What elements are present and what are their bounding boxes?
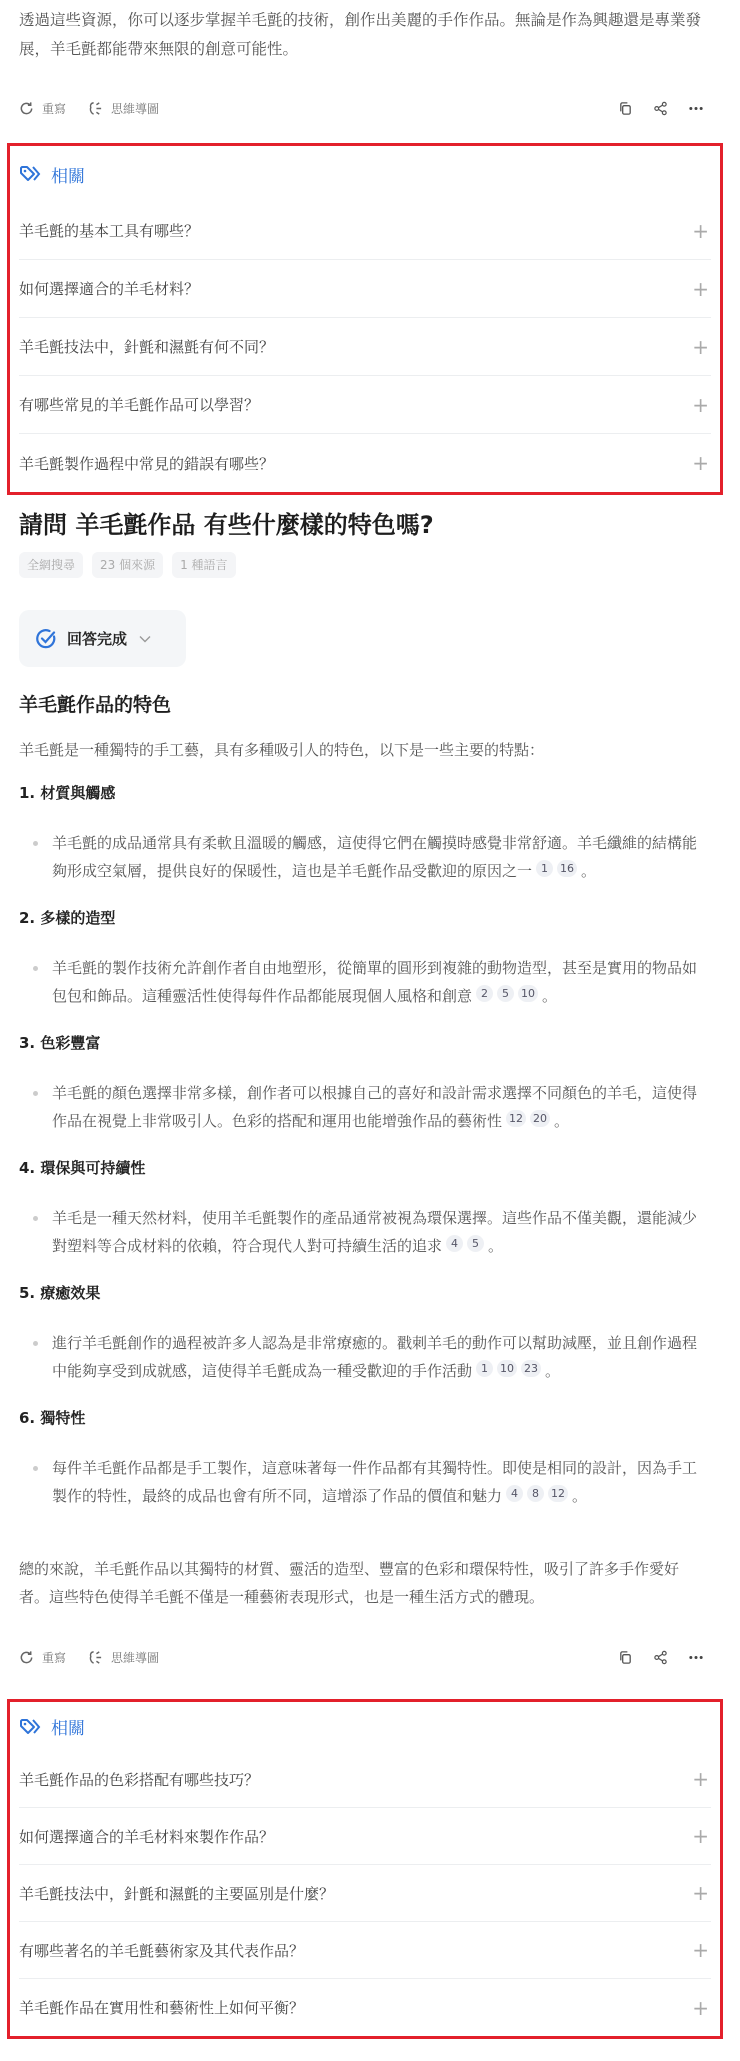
related-questions-panel-1 xyxy=(7,143,723,495)
related-item-label: 有哪些著名的羊毛氈藝術家及其代表作品？ xyxy=(19,1941,305,1960)
tag-web-search[interactable]: 全網搜尋 xyxy=(19,552,83,578)
section-bullet xyxy=(52,1329,704,1385)
citation-badge[interactable]: 10 xyxy=(518,985,538,1002)
tag-icon xyxy=(19,165,41,183)
bullet-text: 羊毛氈的成品通常具有柔軟且溫暖的觸感，這使得它們在觸摸時感覺非常舒適。羊毛纖維的結構能夠形成空氣層，提供良好的保暖性，這也是羊毛氈作品受歡迎的原因之一 xyxy=(52,834,698,880)
section-heading: 2. 多樣的造型 xyxy=(19,909,116,927)
check-circle-icon xyxy=(35,628,57,650)
related-title: 相關 xyxy=(51,1719,85,1739)
related-item[interactable] xyxy=(19,1865,711,1922)
related-item[interactable] xyxy=(19,1751,711,1808)
period: 。 xyxy=(542,987,558,1005)
copy-button[interactable] xyxy=(618,101,633,116)
citation-badge[interactable]: 4 xyxy=(446,1235,463,1252)
related-item[interactable] xyxy=(19,1979,711,2036)
period: 。 xyxy=(572,1487,588,1505)
citation-badge[interactable]: 12 xyxy=(548,1485,568,1502)
related-item[interactable] xyxy=(19,434,711,492)
more-icon xyxy=(688,101,704,116)
refresh-icon xyxy=(19,1650,34,1665)
refresh-icon xyxy=(19,101,34,116)
related-item-label: 如何選擇適合的羊毛材料來製作作品？ xyxy=(19,1827,275,1846)
bullet-text: 羊毛氈的顏色選擇非常多樣，創作者可以根據自己的喜好和設計需求選擇不同顏色的羊毛，這使得作品在視覺上非常吸引人。色彩的搭配和運用也能增強作品的藝術性 xyxy=(52,1084,698,1130)
related-item-label: 羊毛氈作品在實用性和藝術性上如何平衡？ xyxy=(19,1999,305,2017)
answer-lead: 羊毛氈是一種獨特的手工藝，具有多種吸引人的特色，以下是一些主要的特點： xyxy=(19,741,545,759)
status-label: 回答完成 xyxy=(67,630,128,648)
plus-icon[interactable]: + xyxy=(692,276,709,301)
related-header xyxy=(10,1702,720,1751)
plus-icon[interactable]: + xyxy=(692,1938,709,1962)
action-bar-2 xyxy=(0,1641,740,1673)
mindmap-button[interactable] xyxy=(88,1649,159,1666)
plus-icon[interactable]: + xyxy=(692,451,709,475)
related-item[interactable] xyxy=(19,202,711,260)
more-button[interactable] xyxy=(688,1650,704,1665)
citation-badge[interactable]: 8 xyxy=(527,1485,544,1502)
related-item-label: 羊毛氈技法中，針氈和濕氈有何不同？ xyxy=(19,338,275,356)
plus-icon[interactable]: + xyxy=(692,392,709,417)
share-button[interactable] xyxy=(653,101,668,116)
section-bullet xyxy=(52,1079,704,1135)
tag-languages[interactable]: 1 種語言 xyxy=(172,552,235,578)
answer-sections xyxy=(0,779,740,1510)
citation-badge[interactable]: 5 xyxy=(467,1235,484,1252)
related-title: 相關 xyxy=(51,166,85,187)
bullet-text: 進行羊毛氈創作的過程被許多人認為是非常療癒的。戳刺羊毛的動作可以幫助減壓，並且創作過程中能夠享受到成就感，這使得羊毛氈成為一種受歡迎的手作活動 xyxy=(52,1334,698,1380)
mindmap-icon xyxy=(88,101,103,116)
mindmap-label: 思維導圖 xyxy=(111,1650,160,1665)
citation-badge[interactable]: 1 xyxy=(476,1360,493,1377)
more-icon xyxy=(688,1650,704,1665)
plus-icon[interactable]: + xyxy=(692,1824,709,1848)
mindmap-icon xyxy=(88,1650,103,1665)
related-item[interactable] xyxy=(19,1922,711,1979)
source-tags xyxy=(19,552,740,578)
related-item[interactable] xyxy=(19,260,711,318)
citation-badge[interactable]: 23 xyxy=(521,1360,541,1377)
bullet-text: 每件羊毛氈作品都是手工製作，這意味著每一件作品都有其獨特性。即使是相同的設計，因為手工製作的特性，最終的成品也會有所不同，這增添了作品的價值和魅力 xyxy=(52,1459,698,1505)
citation-badge[interactable]: 1 xyxy=(536,860,553,877)
period: 。 xyxy=(554,1112,570,1130)
plus-icon[interactable]: + xyxy=(692,1881,709,1905)
chevron-down-icon xyxy=(139,635,151,643)
rewrite-label: 重寫 xyxy=(42,1650,67,1665)
rewrite-button[interactable] xyxy=(19,100,66,117)
section-bullet xyxy=(52,829,704,885)
section-bullet xyxy=(52,954,704,1010)
more-button[interactable] xyxy=(688,101,704,116)
section-heading: 5. 療癒效果 xyxy=(19,1284,101,1302)
related-item-label: 有哪些常見的羊毛氈作品可以學習？ xyxy=(19,396,260,414)
section-heading: 3. 色彩豐富 xyxy=(19,1034,101,1052)
tag-sources[interactable]: 23 個來源 xyxy=(92,552,163,578)
citation-badge[interactable]: 2 xyxy=(476,985,493,1002)
tag-icon xyxy=(19,1718,41,1736)
related-item[interactable] xyxy=(19,1808,711,1865)
answer-status-toggle[interactable] xyxy=(19,610,186,667)
plus-icon[interactable]: + xyxy=(692,334,709,359)
share-button[interactable] xyxy=(653,1650,668,1665)
citation-badge[interactable]: 12 xyxy=(506,1110,526,1127)
copy-icon xyxy=(618,1650,633,1665)
share-icon xyxy=(653,1650,668,1665)
mindmap-button[interactable] xyxy=(88,100,159,117)
copy-button[interactable] xyxy=(618,1650,633,1665)
period: 。 xyxy=(581,862,597,880)
period: 。 xyxy=(488,1237,504,1255)
bullet-text: 羊毛氈的製作技術允許創作者自由地塑形，從簡單的圓形到複雜的動物造型，甚至是實用的物品如包包和飾品。這種靈活性使得每件作品都能展現個人風格和創意 xyxy=(52,959,698,1005)
question-title: 請問 羊毛氈作品 有些什麼樣的特色嗎? xyxy=(19,511,434,539)
share-icon xyxy=(653,101,668,116)
citation-badge[interactable]: 4 xyxy=(506,1485,523,1502)
action-bar-1 xyxy=(0,92,740,124)
rewrite-label: 重寫 xyxy=(42,101,67,116)
answer-heading: 羊毛氈作品的特色 xyxy=(19,694,172,716)
plus-icon[interactable]: + xyxy=(692,1995,709,2020)
mindmap-label: 思維導圖 xyxy=(111,101,160,116)
plus-icon[interactable]: + xyxy=(692,1767,709,1791)
citation-badge[interactable]: 5 xyxy=(497,985,514,1002)
related-item-label: 羊毛氈技法中，針氈和濕氈的主要區別是什麼？ xyxy=(19,1884,335,1903)
section-heading: 4. 環保與可持續性 xyxy=(19,1159,146,1177)
section-heading: 6. 獨特性 xyxy=(19,1409,86,1427)
answer-summary: 總的來說，羊毛氈作品以其獨特的材質、靈活的造型、豐富的色彩和環保特性，吸引了許多手作愛好者。這些特色使得羊毛氈不僅是一種藝術表現形式，也是一種生活方式的體現。 xyxy=(19,1560,680,1606)
citation-badge[interactable]: 10 xyxy=(497,1360,517,1377)
plus-icon[interactable]: + xyxy=(692,218,709,243)
related-item[interactable] xyxy=(19,318,711,376)
citation-badge[interactable]: 16 xyxy=(557,860,577,877)
related-item-label: 羊毛氈作品的色彩搭配有哪些技巧？ xyxy=(19,1770,260,1789)
section-bullet xyxy=(52,1204,704,1260)
related-item-label: 羊毛氈製作過程中常見的錯誤有哪些？ xyxy=(19,454,275,473)
citation-badge[interactable]: 20 xyxy=(530,1110,550,1127)
related-item[interactable] xyxy=(19,376,711,434)
section-heading: 1. 材質與觸感 xyxy=(19,784,116,802)
related-item-label: 羊毛氈的基本工具有哪些？ xyxy=(19,222,200,240)
related-item-label: 如何選擇適合的羊毛材料？ xyxy=(19,280,200,298)
period: 。 xyxy=(545,1362,561,1380)
section-bullet xyxy=(52,1454,704,1510)
rewrite-button[interactable] xyxy=(19,1649,66,1666)
related-questions-panel-2 xyxy=(7,1699,723,2039)
intro-paragraph: 透過這些資源，你可以逐步掌握羊毛氈的技術，創作出美麗的手作作品。無論是作為興趣還是專業發展，羊毛氈都能帶來無限的創意可能性。 xyxy=(19,11,702,58)
bullet-text: 羊毛是一種天然材料，使用羊毛氈製作的產品通常被視為環保選擇。這些作品不僅美觀，還能減少對塑料等合成材料的依賴，符合現代人對可持續生活的追求 xyxy=(52,1209,698,1255)
related-header xyxy=(10,146,720,202)
copy-icon xyxy=(618,101,633,116)
